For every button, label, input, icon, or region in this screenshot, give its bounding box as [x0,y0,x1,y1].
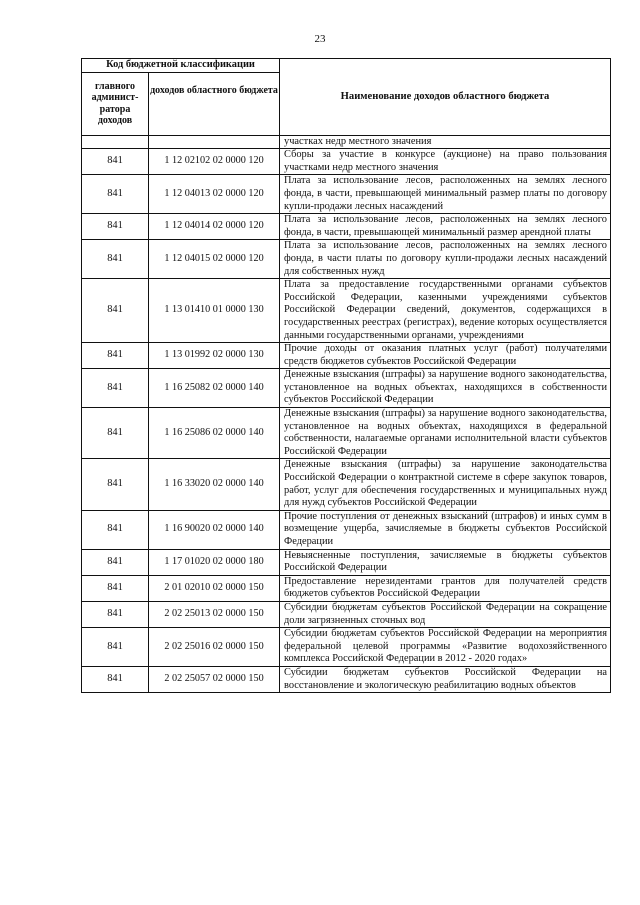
name-cell: Невыясненные поступления, зачисляемые в бюджеты субъектов Российской Федерации [280,549,611,575]
name-cell: Субсидии бюджетам субъектов Российской Федерации на мероприятия федеральной целевой программы «Развитие водохозяйственного комплекса Российской Федерации в 2012 - 2020 годах» [280,628,611,667]
code-cell: 1 13 01992 02 0000 130 [149,343,280,369]
code-cell: 2 01 02010 02 0000 150 [149,575,280,601]
table-header [82,59,611,136]
code-cell: 1 16 25082 02 0000 140 [149,369,280,408]
code-cell: 1 12 04015 02 0000 120 [149,240,280,279]
table-row [82,369,611,408]
code-cell: 2 02 25057 02 0000 150 [149,666,280,692]
admin-cell: 841 [82,575,149,601]
name-cell: Прочие доходы от оказания платных услуг (работ) получателями средств бюджетов субъектов Российской Федерации [280,343,611,369]
table-row [82,135,611,149]
name-cell: Денежные взыскания (штрафы) за нарушение водного законодательства, установленное на водных объектах, находящихся в федеральной собственности, налагаемые органами исполнительной власти субъектов Российской Федерации [280,408,611,459]
name-cell: Сборы за участие в конкурсе (аукционе) на право пользования участками недр местного значения [280,149,611,175]
table-row [82,549,611,575]
name-cell: Плата за использование лесов, расположенных на землях лесного фонда, в части платы по договору купли-продажи лесных насаждений для собственных нужд [280,240,611,279]
admin-cell: 841 [82,666,149,692]
admin-cell: 841 [82,408,149,459]
name-cell: Денежные взыскания (штрафы) за нарушение законодательства Российской Федерации о контрактной системе в сфере закупок товаров, работ, услуг для обеспечения государственных и муниципальных нужд для нужд субъектов Российской Федерации [280,459,611,510]
table-row [82,279,611,343]
table-row [82,175,611,214]
table-row [82,240,611,279]
admin-cell: 841 [82,601,149,627]
code-cell: 1 16 25086 02 0000 140 [149,408,280,459]
name-cell: Субсидии бюджетам субъектов Российской Федерации на сокращение доли загрязненных сточных вод [280,601,611,627]
name-cell: Плата за использование лесов, расположенных на землях лесного фонда, в части, превышающей минимальный размер платы по договору купли-продажи лесных насаждений [280,175,611,214]
header-name: Наименование доходов областного бюджета [280,59,611,136]
table-row [82,601,611,627]
code-cell: 1 12 04013 02 0000 120 [149,175,280,214]
name-cell: Денежные взыскания (штрафы) за нарушение водного законодательства, установленное на водных объектах, находящихся в собственности субъектов Российской Федерации [280,369,611,408]
budget-classification-table [81,58,611,693]
table-row [82,510,611,549]
code-cell: 1 17 01020 02 0000 180 [149,549,280,575]
header-group-title: Код бюджетной классификации [82,59,280,73]
code-cell: 1 12 04014 02 0000 120 [149,214,280,240]
name-cell: Субсидии бюджетам субъектов Российской Федерации на восстановление и экологическую реабилитацию водных объектов [280,666,611,692]
header-code: доходов областного бюджета [149,72,280,135]
table-row [82,149,611,175]
name-cell: Предоставление нерезидентами грантов для получателей средств бюджетов субъектов Российской Федерации [280,575,611,601]
admin-cell: 841 [82,175,149,214]
admin-cell: 841 [82,279,149,343]
code-cell [149,135,280,149]
code-cell: 1 12 02102 02 0000 120 [149,149,280,175]
code-cell: 1 16 90020 02 0000 140 [149,510,280,549]
name-cell: Плата за предоставление государственными органами субъектов Российской Федерации, казенными учреждениями субъектов Российской Федерации сведений, документов, содержащихся в государственных реестрах (регистрах), ведение которых осуществляется данными государственными органами, учреждениями [280,279,611,343]
admin-cell: 841 [82,369,149,408]
table-row [82,575,611,601]
code-cell: 1 16 33020 02 0000 140 [149,459,280,510]
code-cell: 2 02 25016 02 0000 150 [149,628,280,667]
table-row [82,628,611,667]
table-row [82,459,611,510]
admin-cell: 841 [82,343,149,369]
table-row [82,408,611,459]
name-cell: Плата за использование лесов, расположенных на землях лесного фонда, в части, превышающей минимальный размер арендной платы [280,214,611,240]
admin-cell: 841 [82,240,149,279]
admin-cell: 841 [82,459,149,510]
page-number: 23 [314,33,326,45]
code-cell: 2 02 25013 02 0000 150 [149,601,280,627]
table-row [82,214,611,240]
name-cell: Прочие поступления от денежных взысканий (штрафов) и иных сумм в возмещение ущерба, зачисляемые в бюджеты субъектов Российской Федерации [280,510,611,549]
admin-cell [82,135,149,149]
table-row [82,666,611,692]
header-admin: главного админист-ратора доходов [82,72,149,135]
admin-cell: 841 [82,628,149,667]
admin-cell: 841 [82,214,149,240]
admin-cell: 841 [82,149,149,175]
admin-cell: 841 [82,510,149,549]
code-cell: 1 13 01410 01 0000 130 [149,279,280,343]
name-cell: участках недр местного значения [280,135,611,149]
admin-cell: 841 [82,549,149,575]
table-row [82,343,611,369]
